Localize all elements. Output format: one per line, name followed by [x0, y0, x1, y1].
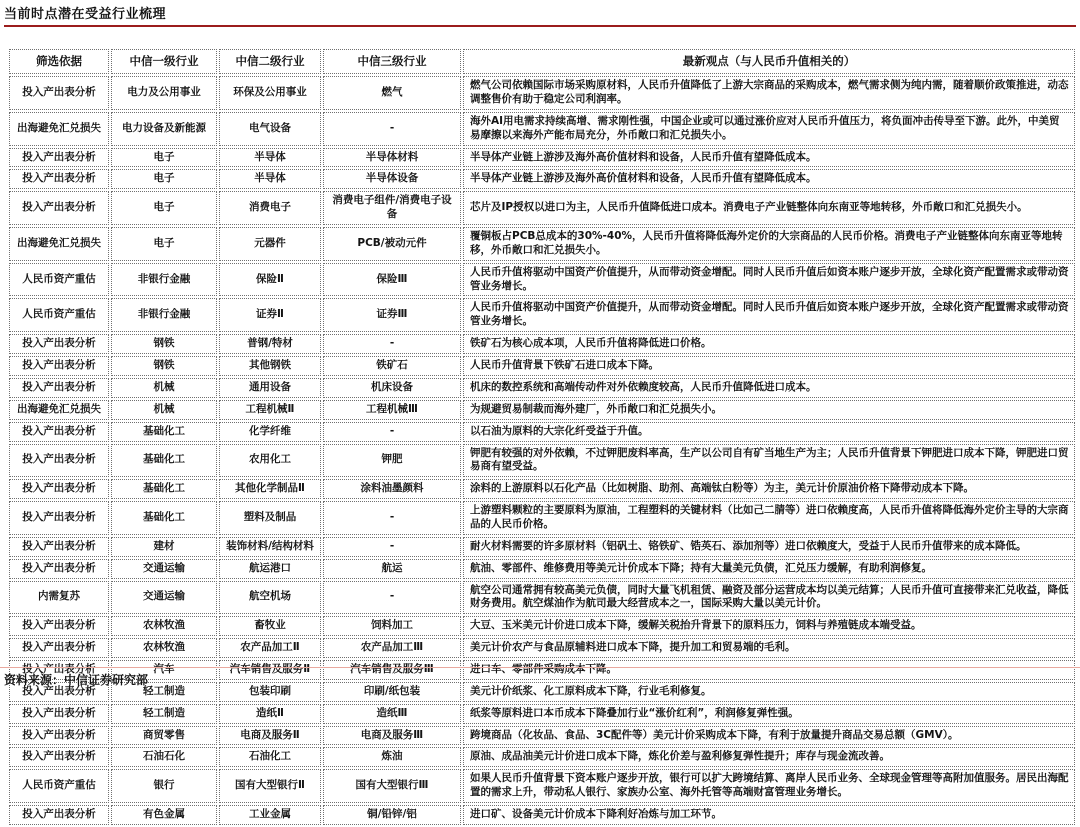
- cell-basis: 人民币资产重估: [9, 298, 109, 332]
- cell-industry-l2: 包装印刷: [219, 682, 321, 702]
- cell-latest-view: 芯片及IP授权以进口为主，人民币升值降低进口成本。消费电子产业链整体向东南亚等地转移，外币敞口和汇兑损失小。: [463, 191, 1075, 225]
- cell-industry-l3: 工程机械Ⅲ: [323, 400, 461, 420]
- cell-industry-l1: 建材: [111, 537, 217, 557]
- cell-basis: 投入产出表分析: [9, 726, 109, 746]
- cell-industry-l2: 环保及公用事业: [219, 76, 321, 110]
- cell-industry-l2: 航空机场: [219, 581, 321, 615]
- cell-industry-l1: 有色金属: [111, 805, 217, 825]
- cell-basis: 投入产出表分析: [9, 501, 109, 535]
- cell-industry-l3: 饲料加工: [323, 616, 461, 636]
- cell-industry-l3: -: [323, 537, 461, 557]
- cell-industry-l3: 国有大型银行Ⅲ: [323, 769, 461, 803]
- cell-latest-view: 进口矿、设备美元计价成本下降利好冶炼与加工环节。: [463, 805, 1075, 825]
- cell-industry-l2: 半导体: [219, 169, 321, 189]
- table-row: [9, 298, 1075, 332]
- header-citic-l3: 中信三级行业: [323, 49, 461, 74]
- title-divider: [4, 25, 1076, 27]
- cell-industry-l1: 农林牧渔: [111, 616, 217, 636]
- cell-industry-l1: 电子: [111, 227, 217, 261]
- cell-latest-view: 上游塑料颗粒的主要原料为原油，工程塑料的关键材料（比如己二腈等）进口依赖度高，人民币升值将降低海外定价主导的大宗商品的人民币价格。: [463, 501, 1075, 535]
- cell-industry-l3: 证券Ⅲ: [323, 298, 461, 332]
- header-basis: 筛选依据: [9, 49, 109, 74]
- cell-industry-l2: 普钢/特材: [219, 334, 321, 354]
- cell-industry-l3: 保险Ⅲ: [323, 263, 461, 297]
- cell-basis: 投入产出表分析: [9, 559, 109, 579]
- cell-industry-l3: 炼油: [323, 747, 461, 767]
- cell-latest-view: 覆铜板占PCB总成本的30%-40%，人民币升值将降低海外定价的大宗商品的人民币价格。消费电子产业链整体向东南亚等地转移，外币敞口和汇兑损失小。: [463, 227, 1075, 261]
- cell-latest-view: 半导体产业链上游涉及海外高价值材料和设备，人民币升值有望降低成本。: [463, 169, 1075, 189]
- cell-industry-l2: 装饰材料/结构材料: [219, 537, 321, 557]
- cell-basis: 投入产出表分析: [9, 479, 109, 499]
- cell-industry-l1: 电子: [111, 169, 217, 189]
- cell-industry-l2: 航运港口: [219, 559, 321, 579]
- cell-industry-l1: 电子: [111, 191, 217, 225]
- table-row: [9, 726, 1075, 746]
- cell-latest-view: 美元计价农产与食品原辅料进口成本下降，提升加工和贸易端的毛利。: [463, 638, 1075, 658]
- cell-latest-view: 航空公司通常拥有较高美元负债，同时大量飞机租赁、融资及部分运营成本均以美元结算；人民币升值可直接带来汇兑收益，降低财务费用。航空煤油作为航司最大经营成本之一，国际采购大量以美元计价。: [463, 581, 1075, 615]
- cell-industry-l2: 国有大型银行Ⅱ: [219, 769, 321, 803]
- cell-industry-l1: 基础化工: [111, 479, 217, 499]
- cell-basis: 投入产出表分析: [9, 76, 109, 110]
- cell-basis: 投入产出表分析: [9, 537, 109, 557]
- cell-basis: 投入产出表分析: [9, 378, 109, 398]
- table-row: [9, 537, 1075, 557]
- cell-latest-view: 机床的数控系统和高端传动件对外依赖度较高，人民币升值降低进口成本。: [463, 378, 1075, 398]
- cell-industry-l1: 非银行金融: [111, 263, 217, 297]
- cell-industry-l3: 钾肥: [323, 444, 461, 478]
- cell-latest-view: 美元计价纸浆、化工原料成本下降，行业毛利修复。: [463, 682, 1075, 702]
- table-row: [9, 660, 1075, 680]
- cell-basis: 内需复苏: [9, 581, 109, 615]
- cell-latest-view: 半导体产业链上游涉及海外高价值材料和设备，人民币升值有望降低成本。: [463, 148, 1075, 168]
- cell-industry-l1: 电力设备及新能源: [111, 112, 217, 146]
- cell-industry-l3: 造纸Ⅲ: [323, 704, 461, 724]
- cell-latest-view: 耐火材料需要的许多原材料（铝矾土、铬铁矿、锆英石、添加剂等）进口依赖度大，受益于人民币升值带来的成本降低。: [463, 537, 1075, 557]
- table-row: [9, 148, 1075, 168]
- cell-industry-l3: 机床设备: [323, 378, 461, 398]
- cell-latest-view: 进口车、零部件采购成本下降。: [463, 660, 1075, 680]
- cell-industry-l1: 电力及公用事业: [111, 76, 217, 110]
- cell-basis: 出海避免汇兑损失: [9, 112, 109, 146]
- table-row: [9, 616, 1075, 636]
- cell-basis: 投入产出表分析: [9, 660, 109, 680]
- cell-industry-l1: 银行: [111, 769, 217, 803]
- cell-industry-l3: 印刷/纸包装: [323, 682, 461, 702]
- cell-basis: 投入产出表分析: [9, 704, 109, 724]
- cell-industry-l2: 元器件: [219, 227, 321, 261]
- cell-industry-l1: 交通运输: [111, 559, 217, 579]
- table-row: [9, 444, 1075, 478]
- cell-industry-l1: 基础化工: [111, 422, 217, 442]
- cell-basis: 投入产出表分析: [9, 747, 109, 767]
- cell-industry-l3: 半导体材料: [323, 148, 461, 168]
- cell-industry-l3: 铜/铅锌/铝: [323, 805, 461, 825]
- footer-divider: [0, 667, 1080, 668]
- cell-latest-view: 涂料的上游原料以石化产品（比如树脂、助剂、高端钛白粉等）为主，美元计价原油价格下降带动成本下降。: [463, 479, 1075, 499]
- cell-industry-l2: 消费电子: [219, 191, 321, 225]
- cell-industry-l3: 燃气: [323, 76, 461, 110]
- cell-basis: 投入产出表分析: [9, 191, 109, 225]
- cell-industry-l3: 汽车销售及服务Ⅲ: [323, 660, 461, 680]
- table-row: [9, 704, 1075, 724]
- cell-industry-l3: -: [323, 581, 461, 615]
- cell-industry-l1: 轻工制造: [111, 704, 217, 724]
- cell-industry-l1: 石油石化: [111, 747, 217, 767]
- cell-latest-view: 航油、零部件、维修费用等美元计价成本下降；持有大量美元负债，汇兑压力缓解，有助利润修复。: [463, 559, 1075, 579]
- cell-industry-l2: 半导体: [219, 148, 321, 168]
- cell-latest-view: 跨境商品（化妆品、食品、3C配件等）美元计价采购成本下降，有利于放量提升商品交易总额（GMV）。: [463, 726, 1075, 746]
- cell-latest-view: 纸浆等原料进口本币成本下降叠加行业“涨价红利”，利润修复弹性强。: [463, 704, 1075, 724]
- table-row: [9, 378, 1075, 398]
- cell-industry-l1: 非银行金融: [111, 298, 217, 332]
- table-row: [9, 334, 1075, 354]
- cell-industry-l1: 机械: [111, 378, 217, 398]
- cell-industry-l2: 其他化学制品Ⅱ: [219, 479, 321, 499]
- cell-industry-l2: 塑料及制品: [219, 501, 321, 535]
- cell-industry-l2: 畜牧业: [219, 616, 321, 636]
- cell-industry-l3: 农产品加工Ⅲ: [323, 638, 461, 658]
- table-row: [9, 479, 1075, 499]
- table-row: [9, 638, 1075, 658]
- table-row: [9, 805, 1075, 825]
- cell-industry-l2: 通用设备: [219, 378, 321, 398]
- cell-industry-l2: 工程机械Ⅱ: [219, 400, 321, 420]
- industry-table: [7, 47, 1077, 827]
- cell-industry-l3: 电商及服务Ⅲ: [323, 726, 461, 746]
- cell-basis: 投入产出表分析: [9, 334, 109, 354]
- table-row: [9, 76, 1075, 110]
- cell-basis: 出海避免汇兑损失: [9, 227, 109, 261]
- cell-basis: 投入产出表分析: [9, 169, 109, 189]
- table-row: [9, 747, 1075, 767]
- cell-basis: 投入产出表分析: [9, 444, 109, 478]
- cell-latest-view: 人民币升值将驱动中国资产价值提升，从而带动资金增配。同时人民币升值后如资本账户逐步开放，全球化资产配置需求或带动资管业务增长。: [463, 298, 1075, 332]
- table-row: [9, 263, 1075, 297]
- cell-industry-l2: 石油化工: [219, 747, 321, 767]
- cell-industry-l3: PCB/被动元件: [323, 227, 461, 261]
- cell-industry-l2: 保险Ⅱ: [219, 263, 321, 297]
- table-header-row: [9, 49, 1075, 74]
- cell-latest-view: 大豆、玉米美元计价进口成本下降，缓解关税抬升背景下的原料压力，饲料与养殖链成本端受益。: [463, 616, 1075, 636]
- cell-industry-l2: 汽车销售及服务Ⅱ: [219, 660, 321, 680]
- cell-latest-view: 钾肥有较强的对外依赖，不过钾肥废料率高，生产以公司自有矿当地生产为主；人民币升值背景下钾肥进口成本下降，钾肥进口贸易商有望受益。: [463, 444, 1075, 478]
- cell-industry-l2: 电商及服务Ⅱ: [219, 726, 321, 746]
- header-citic-l2: 中信二级行业: [219, 49, 321, 74]
- cell-basis: 投入产出表分析: [9, 148, 109, 168]
- table-row: [9, 422, 1075, 442]
- cell-industry-l1: 基础化工: [111, 444, 217, 478]
- cell-industry-l2: 工业金属: [219, 805, 321, 825]
- table-row: [9, 769, 1075, 803]
- table-row: [9, 501, 1075, 535]
- table-row: [9, 356, 1075, 376]
- source-note: 资料来源：中信证券研究部: [4, 673, 149, 687]
- cell-industry-l3: 涂料油墨颜料: [323, 479, 461, 499]
- cell-latest-view: 原油、成品油美元计价进口成本下降，炼化价差与盈利修复弹性提升；库存与现金流改善。: [463, 747, 1075, 767]
- table-row: [9, 559, 1075, 579]
- cell-basis: 投入产出表分析: [9, 356, 109, 376]
- cell-basis: 投入产出表分析: [9, 422, 109, 442]
- cell-industry-l2: 造纸Ⅱ: [219, 704, 321, 724]
- cell-basis: 人民币资产重估: [9, 769, 109, 803]
- table-row: [9, 682, 1075, 702]
- cell-industry-l3: 消费电子组件/消费电子设备: [323, 191, 461, 225]
- cell-latest-view: 燃气公司依赖国际市场采购原材料，人民币升值降低了上游大宗商品的采购成本，燃气需求侧为纯内需，随着顺价政策推进，动态调整售价有助于稳定公司利润率。: [463, 76, 1075, 110]
- page-title: 当前时点潜在受益行业梳理: [4, 7, 167, 22]
- cell-industry-l1: 轻工制造: [111, 682, 217, 702]
- cell-industry-l3: 半导体设备: [323, 169, 461, 189]
- cell-latest-view: 为规避贸易制裁而海外建厂，外币敞口和汇兑损失小。: [463, 400, 1075, 420]
- cell-basis: 出海避免汇兑损失: [9, 400, 109, 420]
- cell-latest-view: 人民币升值将驱动中国资产价值提升，从而带动资金增配。同时人民币升值后如资本账户逐步开放，全球化资产配置需求或带动资管业务增长。: [463, 263, 1075, 297]
- cell-industry-l2: 证券Ⅱ: [219, 298, 321, 332]
- cell-industry-l1: 汽车: [111, 660, 217, 680]
- cell-latest-view: 海外AI用电需求持续高增、需求刚性强，中国企业或可以通过涨价应对人民币升值压力，将负面冲击传导至下游。此外，中美贸易摩擦以来海外产能布局充分，外币敞口和汇兑损失小。: [463, 112, 1075, 146]
- table-row: [9, 400, 1075, 420]
- table-row: [9, 227, 1075, 261]
- cell-basis: 投入产出表分析: [9, 616, 109, 636]
- cell-industry-l3: 铁矿石: [323, 356, 461, 376]
- cell-industry-l1: 电子: [111, 148, 217, 168]
- table-body: [9, 76, 1075, 825]
- table-row: [9, 581, 1075, 615]
- header-citic-l1: 中信一级行业: [111, 49, 217, 74]
- cell-industry-l1: 农林牧渔: [111, 638, 217, 658]
- cell-industry-l1: 机械: [111, 400, 217, 420]
- cell-industry-l1: 钢铁: [111, 334, 217, 354]
- cell-latest-view: 以石油为原料的大宗化纤受益于升值。: [463, 422, 1075, 442]
- table-row: [9, 169, 1075, 189]
- cell-industry-l1: 基础化工: [111, 501, 217, 535]
- cell-latest-view: 人民币升值背景下铁矿石进口成本下降。: [463, 356, 1075, 376]
- cell-latest-view: 如果人民币升值背景下资本账户逐步开放，银行可以扩大跨境结算、离岸人民币业务、全球现金管理等高附加值服务。居民出海配置的需求上升，带动私人银行、家族办公室、海外托管等高端财富管理业务增长。: [463, 769, 1075, 803]
- cell-industry-l3: -: [323, 501, 461, 535]
- cell-industry-l2: 其他钢铁: [219, 356, 321, 376]
- cell-industry-l1: 钢铁: [111, 356, 217, 376]
- cell-industry-l3: -: [323, 334, 461, 354]
- cell-industry-l1: 商贸零售: [111, 726, 217, 746]
- cell-basis: 投入产出表分析: [9, 638, 109, 658]
- header-latest-view: 最新观点（与人民币升值相关的）: [463, 49, 1075, 74]
- cell-industry-l2: 农用化工: [219, 444, 321, 478]
- cell-latest-view: 铁矿石为核心成本项，人民币升值将降低进口价格。: [463, 334, 1075, 354]
- cell-basis: 投入产出表分析: [9, 805, 109, 825]
- cell-basis: 人民币资产重估: [9, 263, 109, 297]
- cell-industry-l2: 农产品加工Ⅱ: [219, 638, 321, 658]
- cell-industry-l1: 交通运输: [111, 581, 217, 615]
- cell-industry-l2: 电气设备: [219, 112, 321, 146]
- cell-industry-l3: 航运: [323, 559, 461, 579]
- table-row: [9, 191, 1075, 225]
- cell-basis: 投入产出表分析: [9, 682, 109, 702]
- cell-industry-l2: 化学纤维: [219, 422, 321, 442]
- cell-industry-l3: -: [323, 112, 461, 146]
- cell-industry-l3: -: [323, 422, 461, 442]
- table-row: [9, 112, 1075, 146]
